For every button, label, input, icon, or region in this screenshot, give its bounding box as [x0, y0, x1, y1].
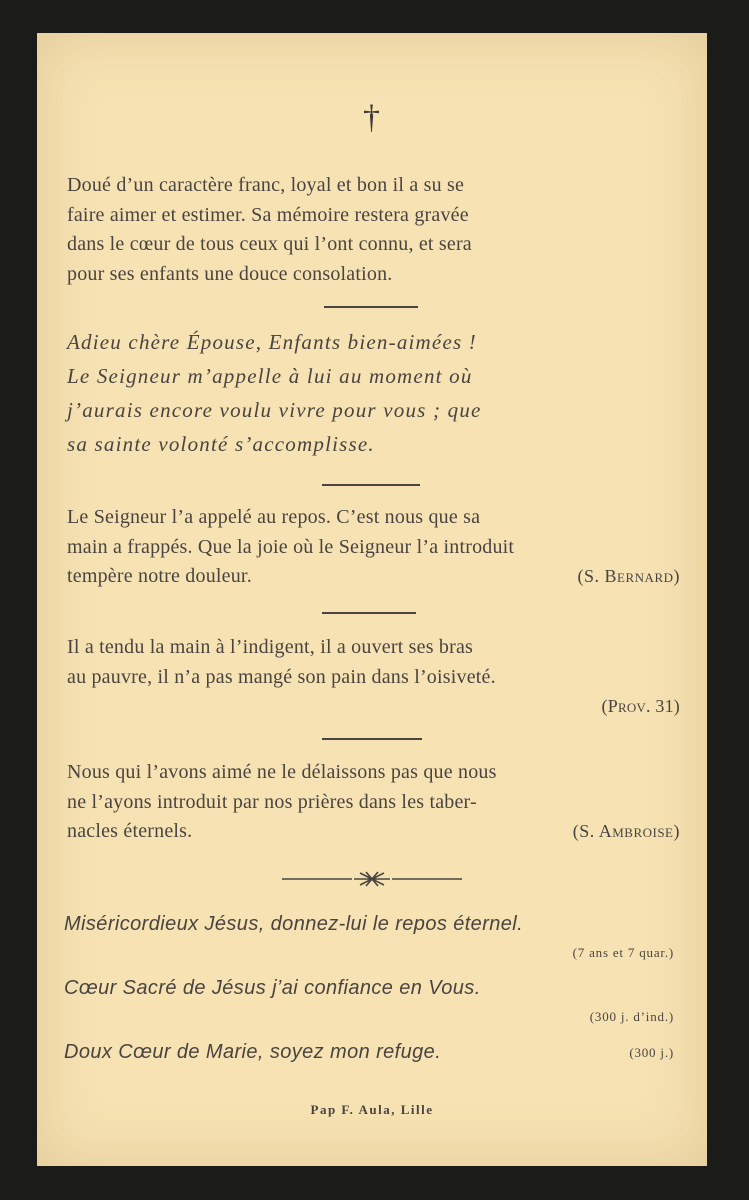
prayer-item — [64, 977, 680, 1041]
indulgence-note: (300 j. d’ind.) — [589, 1009, 674, 1024]
indulgence-note: (300 j.) — [629, 1045, 674, 1060]
text-line: tempère notre douleur. — [67, 565, 252, 587]
memorial-card — [37, 33, 707, 1166]
prayer-text: Miséricordieux Jésus, donnez-lui le repos éternel. — [64, 913, 524, 935]
text-line: dans le cœur de tous ceux qui l’ont connu, et sera — [67, 233, 472, 255]
paragraph-eulogy — [67, 171, 680, 289]
printer-imprint: Pap F. Aula, Lille — [310, 1102, 434, 1117]
text-line: Doué d’un caractère franc, loyal et bon il a su se — [67, 174, 465, 196]
text-line: Il a tendu la main à l’indigent, il a ouvert ses bras — [67, 636, 474, 658]
paragraph-farewell — [67, 325, 680, 461]
text-line-with-ref — [67, 562, 680, 592]
text-line: faire aimer et estimer. Sa mémoire restera gravée — [67, 203, 469, 226]
text-line: Le Seigneur m’appelle à lui au moment où — [67, 364, 473, 388]
prayer-text: Doux Cœur de Marie, soyez mon refuge. — [64, 1041, 442, 1063]
text-line: ne l’ayons introduit par nos prières dans les taber- — [67, 790, 477, 813]
paragraph-quote-bernard — [67, 503, 680, 592]
text-line: sa sainte volonté s’accomplisse. — [67, 432, 375, 456]
prayer-item — [64, 1041, 680, 1105]
text-line: au pauvre, il n’a pas mangé son pain dans l’oisiveté. — [67, 665, 496, 688]
divider — [322, 738, 422, 740]
cross-icon: † — [363, 99, 380, 136]
prayer-item — [64, 913, 680, 977]
text-line: Le Seigneur l’a appelé au repos. C’est nous que sa — [67, 506, 481, 528]
paragraph-quote-ambroise — [67, 758, 680, 847]
ornament-divider-icon — [282, 869, 462, 889]
indulgence-note: (7 ans et 7 quar.) — [572, 945, 674, 960]
text-line: main a frappés. Que la joie où le Seigneur l’a introduit — [67, 535, 515, 558]
prayer-list — [64, 913, 680, 1105]
quote-reference: (S. Ambroise) — [572, 821, 680, 841]
divider — [322, 484, 420, 486]
divider — [322, 612, 416, 614]
text-line: pour ses enfants une douce consolation. — [67, 262, 393, 285]
paragraph-quote-proverbs — [67, 633, 680, 722]
text-line-with-ref — [67, 817, 680, 847]
quote-reference: (S. Bernard) — [577, 566, 680, 586]
prayer-text: Cœur Sacré de Jésus j’ai confiance en Vous. — [64, 977, 481, 999]
quote-reference: (Prov. 31) — [601, 696, 680, 716]
divider — [324, 306, 418, 308]
text-line: Adieu chère Épouse, Enfants bien-aimées ! — [67, 330, 477, 354]
text-line: Nous qui l’avons aimé ne le délaissons pas que nous — [67, 761, 497, 783]
text-line: j’aurais encore voulu vivre pour vous ; que — [67, 398, 482, 422]
text-line: nacles éternels. — [67, 820, 193, 842]
